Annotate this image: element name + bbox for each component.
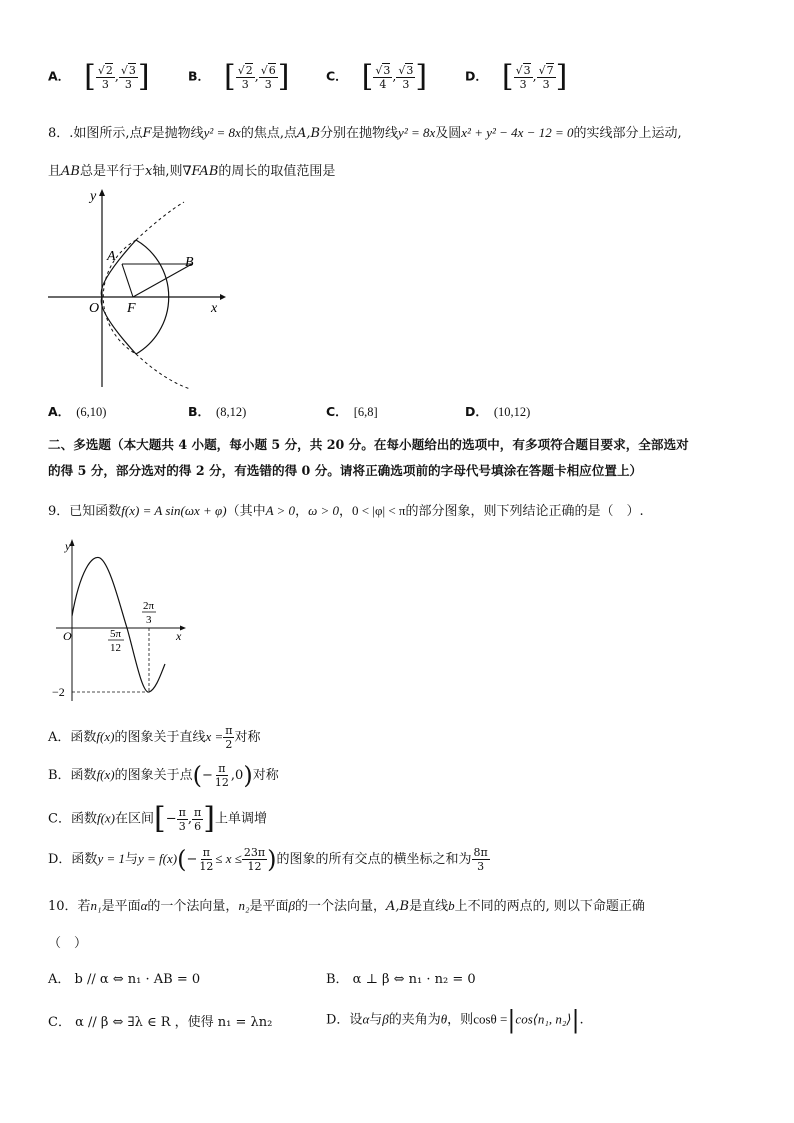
q8-option-c[interactable]: C． [6,8] <box>326 404 378 419</box>
section-header-line2: 的得 5 分，部分选对的得 2 分，有选错的得 0 分。请将正确选项前的字母代号填涂在答题卡相应位置上） <box>48 463 643 478</box>
q9-option-a[interactable]: A．函数f(x)的图象关于直线x = $\frac{\pi}{2}$ 对称 <box>48 724 261 751</box>
q8-stem-line1: 8．.如图所示,点F是抛物线y² = 8x的焦点,点A,B分别在抛物线y² = 8x及圆x² + y² − 4x − 12 = 0的实线部分上运动, <box>48 125 682 141</box>
q7-option-a[interactable]: A． [ $\frac{√2}{3}$ , $\frac{√3}{3}$ ] <box>48 59 150 94</box>
q10-option-d[interactable]: D．设α与β的夹角为θ，则cosθ =|cos⟨n₁, n₂⟩|. <box>326 1006 584 1034</box>
fig-label-origin: O <box>89 301 100 316</box>
fig-tick-2pi-3-num: 2π <box>143 600 155 612</box>
q10-stem: 10．若n₁是平面α的一个法向量，n₂是平面β的一个法向量，A,B是直线b上不同的两点的, 则以下命题正确 <box>48 898 645 914</box>
q9-option-c[interactable]: C．函数f(x)在区间[− $\frac{\pi}{3}$ , $\frac{\pi}{6}$ ]上单调增 <box>48 801 267 836</box>
fig-label-origin: O <box>63 629 72 643</box>
q9-figure <box>52 536 192 706</box>
fig-label-x: x <box>176 629 182 643</box>
q9-option-b[interactable]: B．函数f(x)的图象关于点(− $\frac{\pi}{12}$ ,0)对称 <box>48 761 279 790</box>
q10-option-a[interactable]: A． b // α ⇔ n₁ · AB = 0 <box>48 972 201 987</box>
q10-option-c[interactable]: C． α // β ⇔ ∃λ ∈ R ，使得 n₁ = λn₂ <box>48 1015 273 1030</box>
fig-tick-5pi-12-num: 5π <box>110 628 122 640</box>
fig-label-y: y <box>65 539 71 553</box>
fig-label-a: A <box>107 249 116 264</box>
q10-option-b[interactable]: B． α ⊥ β ⇔ n₁ · n₂ = 0 <box>326 972 476 987</box>
q7-option-c[interactable]: C． [ $\frac{√3}{4}$ , $\frac{√3}{3}$ ] <box>326 59 428 94</box>
q7-option-b[interactable]: B． [ $\frac{√2}{3}$ , $\frac{√6}{3}$ ] <box>188 59 290 94</box>
q8-option-d[interactable]: D． (10,12) <box>465 404 531 419</box>
option-label: B． <box>188 68 211 84</box>
q7-options <box>48 58 748 102</box>
q7-option-d[interactable]: D． [ $\frac{√3}{3}$ , $\frac{√7}{3}$ ] <box>465 59 568 94</box>
fig-tick-2pi-3-den: 3 <box>146 614 152 626</box>
fig-label-ymin: −2 <box>52 685 65 699</box>
q8-option-a[interactable]: A． (6,10) <box>48 404 107 419</box>
option-label: A． <box>48 68 71 84</box>
q10-answer-paren: （ ） <box>48 936 88 951</box>
fig-label-x: x <box>211 301 218 316</box>
fig-label-y: y <box>90 189 97 204</box>
fig-label-f: F <box>127 301 136 316</box>
fig-label-b: B <box>185 255 194 270</box>
section-header-line1: 二、多选题（本大题共 4 小题，每小题 5 分，共 20 分。在每小题给出的选项中，有多项符合题目要求，全部选对 <box>48 437 689 452</box>
q9-option-d[interactable]: D．函数y = 1与y = f(x)(− $\frac{\pi}{12}$ ≤ x ≤ $\frac{23\pi}{12}$ )的图象的所有交点的横坐标之和为 $\frac{8\pi}{3}$ <box>48 845 488 874</box>
q8-figure <box>44 184 234 394</box>
option-label: C． <box>326 68 348 84</box>
q8-options <box>48 402 648 422</box>
q8-option-b[interactable]: B． (8,12) <box>188 404 247 419</box>
q9-stem: 9．已知函数f(x) = A sin(ωx + φ)（其中A > 0，ω > 0，0 < |φ| < π的部分图象，则下列结论正确的是（ ）. <box>48 503 644 519</box>
fig-tick-5pi-12-den: 12 <box>110 642 121 654</box>
q8-stem-line2: 且AB总是平行于x轴,则∇FAB的周长的取值范围是 <box>48 164 336 179</box>
option-label: D． <box>465 68 488 84</box>
